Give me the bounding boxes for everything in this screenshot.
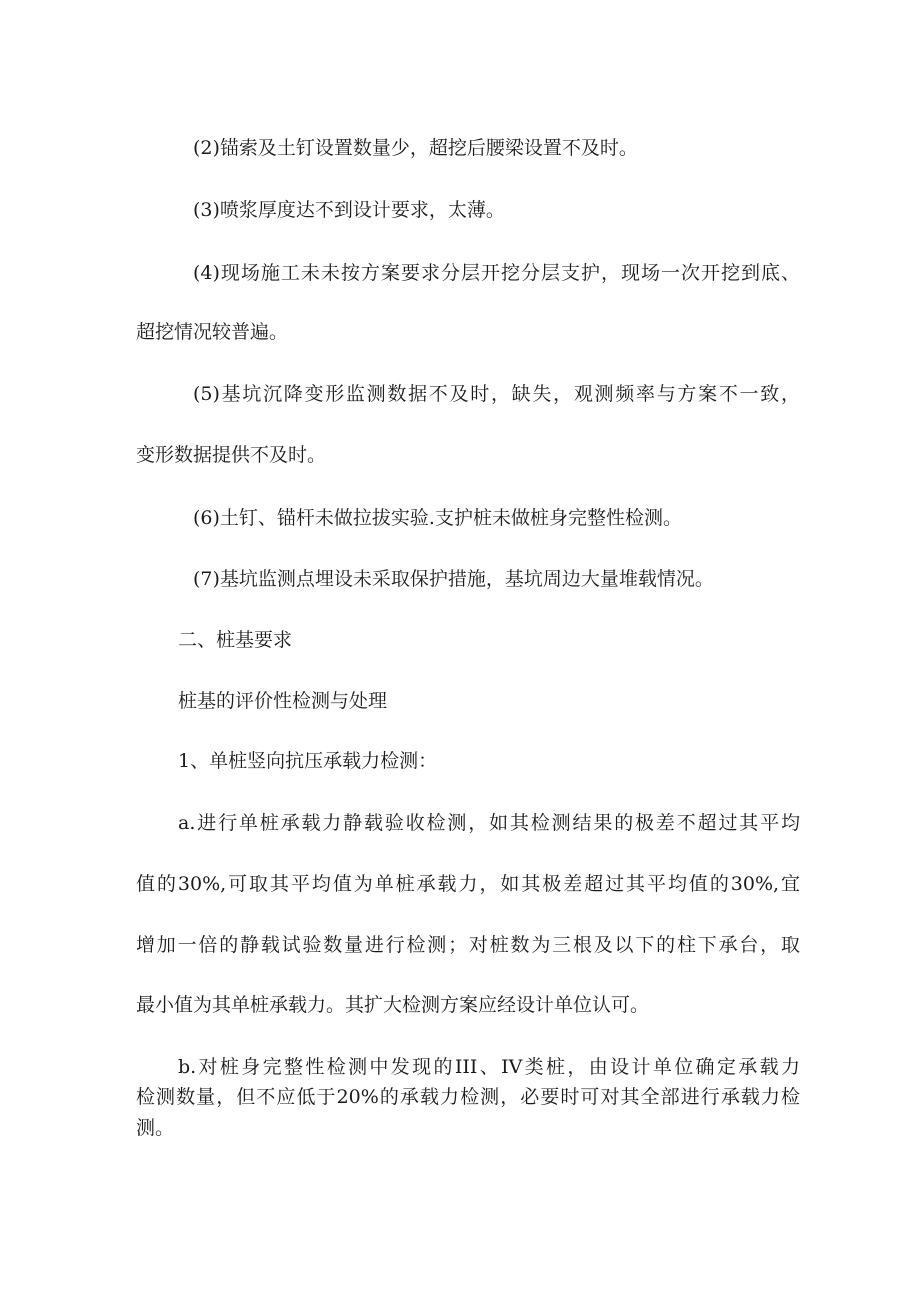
para-b-line1: b.对桩身完整性检测中发现的III、IV类桩，由设计单位确定承载力 — [178, 1056, 800, 1078]
section-heading-pile-foundation: 二、桩基要求 — [178, 629, 293, 651]
para-item-5-line1: (5)基坑沉降变形监测数据不及时，缺失，观测频率与方案不一致， — [193, 383, 800, 405]
para-a-line1: a.进行单桩承载力静载验收检测，如其检测结果的极差不超过其平均 — [178, 812, 800, 834]
para-item-4-line1: (4)现场施工未未按方案要求分层开挖分层支护，现场一次开挖到底、 — [193, 262, 800, 284]
para-b-line2: 检测数量，但不应低于20%的承载力检测，必要时可对其全部进行承载力检 — [136, 1086, 800, 1108]
para-item-2: (2)锚索及土钉设置数量少，超挖后腰梁设置不及时。 — [193, 137, 638, 159]
para-a-line2: 值的30%,可取其平均值为单桩承载力，如其极差超过其平均值的30%,宜 — [136, 873, 800, 895]
para-item-4-line2: 超挖情况较普遍。 — [136, 321, 289, 343]
para-item-7: (7)基坑监测点埋设未采取保护措施，基坑周边大量堆载情况。 — [193, 568, 714, 590]
subheading-vertical-load: 1、单桩竖向抗压承载力检测： — [178, 750, 438, 772]
para-item-5-line2: 变形数据提供不及时。 — [136, 444, 327, 466]
subheading-evaluation: 桩基的评价性检测与处理 — [178, 690, 388, 712]
para-a-line4: 最小值为其单桩承载力。其扩大检测方案应经设计单位认可。 — [136, 994, 650, 1016]
para-item-6: (6)土钉、锚杆未做拉拔实验.支护桩未做桩身完整性检测。 — [193, 507, 682, 529]
para-a-line3: 增加一倍的静载试验数量进行检测；对桩数为三根及以下的柱下承台，取 — [136, 934, 800, 956]
para-b-line3: 测。 — [136, 1117, 175, 1139]
para-item-3: (3)喷浆厚度达不到设计要求，太薄。 — [193, 199, 505, 221]
